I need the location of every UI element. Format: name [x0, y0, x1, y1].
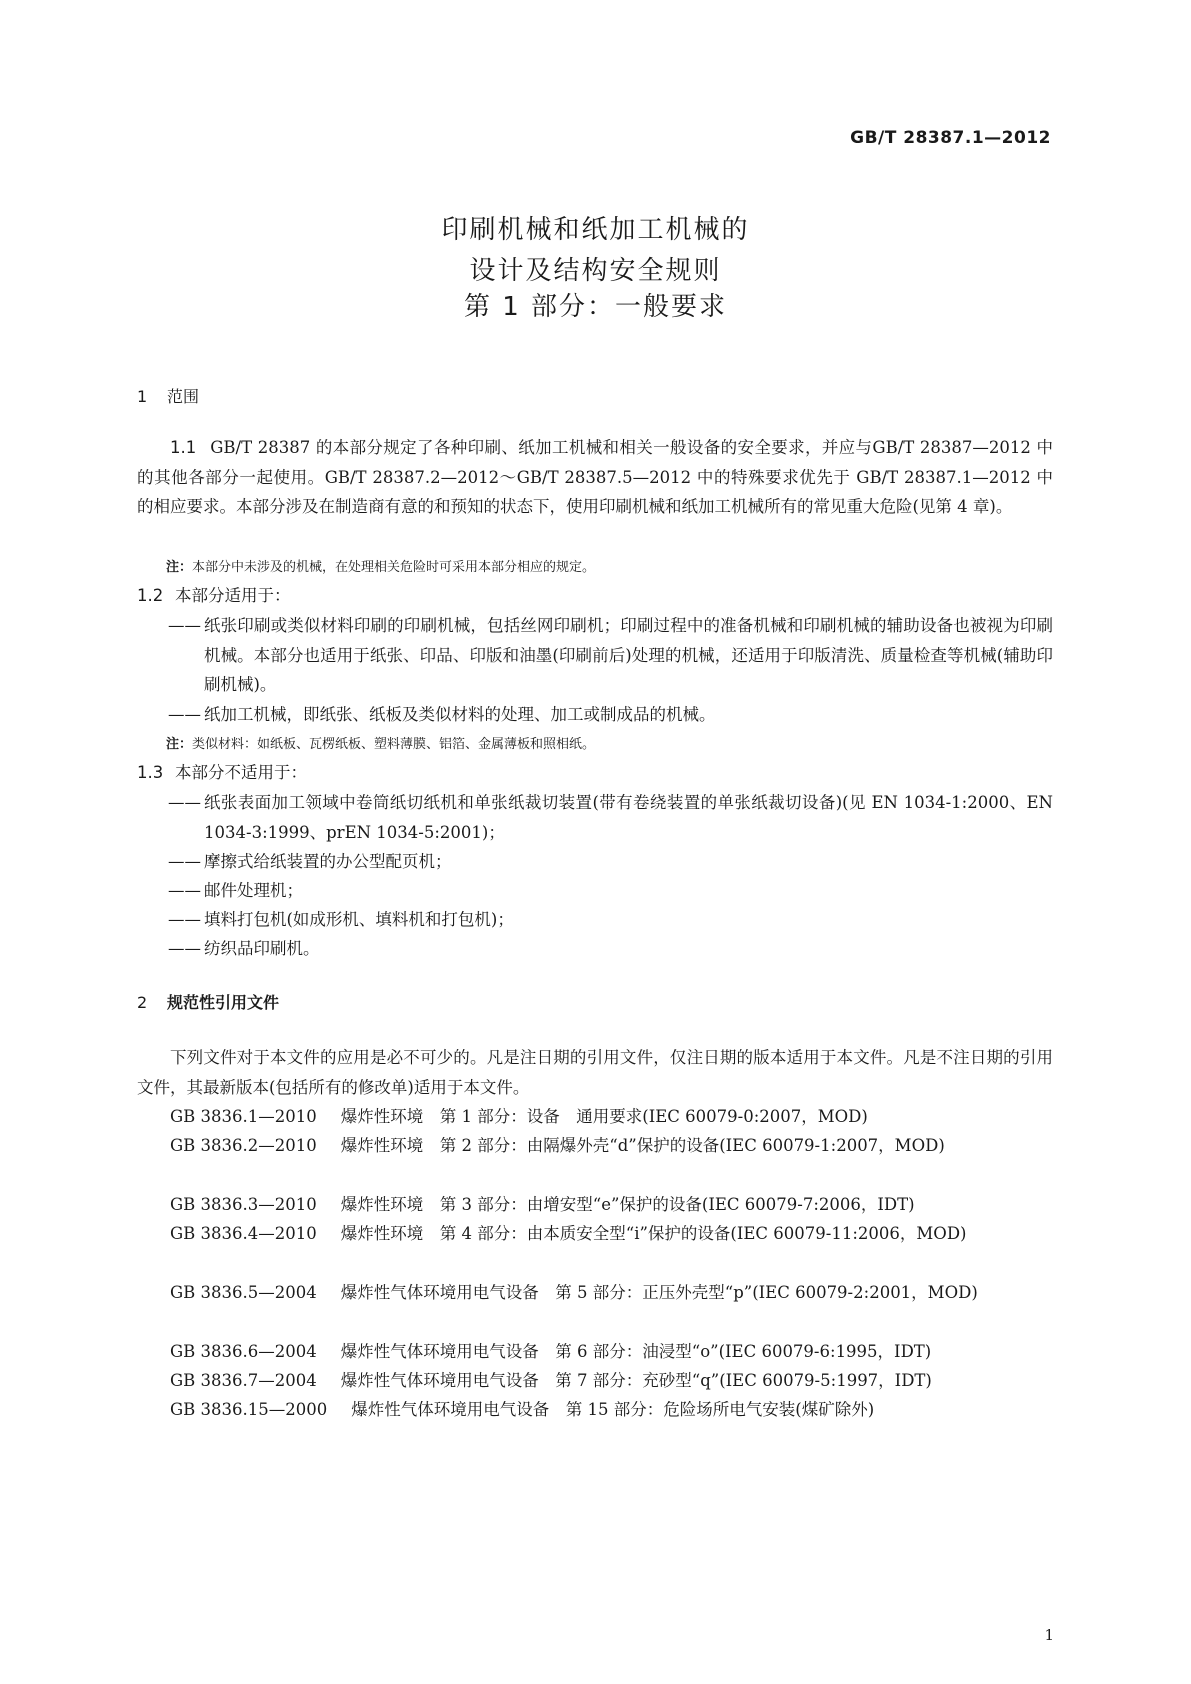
section-title: 范围	[167, 387, 200, 406]
list-item	[168, 788, 1053, 847]
section-2-heading	[137, 990, 279, 1013]
page-number: 1	[1044, 1626, 1054, 1644]
reference-code: GB 3836.2—2010	[170, 1136, 317, 1155]
dash-marker: ——	[168, 939, 201, 958]
reference-item	[137, 1395, 1053, 1425]
reference-item	[137, 1131, 1053, 1161]
list-item	[168, 876, 1053, 906]
clause-text: 本部分适用于：	[175, 586, 291, 605]
reference-title: 爆炸性环境 第 4 部分：由本质安全型“i”保护的设备(IEC 60079-11:2006，MOD)	[340, 1224, 967, 1243]
clause-number: 1.3	[137, 763, 164, 782]
list-item	[168, 700, 1053, 730]
reference-item	[137, 1190, 1053, 1220]
reference-code: GB 3836.4—2010	[170, 1224, 317, 1243]
list-item	[168, 934, 1053, 964]
list-item-text: 摩擦式给纸装置的办公型配页机；	[204, 852, 452, 871]
list-item	[168, 905, 1053, 935]
clause-text: GB/T 28387 的本部分规定了各种印刷、纸加工机械和相关一般设备的安全要求，并应与GB/T 28387—2012 中的其他各部分一起使用。GB/T 28387.2—2012～GB/T 28387.5—2012 中的特殊要求优先于 GB/T 28387.1—2012 中的相应要求。本部分涉及在制造商有意的和预知的状态下，使用印刷机械和纸加工机械所有的常见重大危险(见第 4 章)。	[137, 438, 1053, 516]
reference-item	[137, 1102, 1053, 1132]
dash-marker: ——	[168, 852, 201, 871]
title-line-1: 印刷机械和纸加工机械的	[441, 215, 750, 245]
intro-text: 下列文件对于本文件的应用是必不可少的。凡是注日期的引用文件，仅注日期的版本适用于本文件。凡是不注日期的引用文件，其最新版本(包括所有的修改单)适用于本文件。	[137, 1048, 1053, 1097]
reference-code: GB 3836.15—2000	[170, 1400, 328, 1419]
list-item-text: 纸张表面加工领域中卷筒纸切纸机和单张纸裁切装置(带有卷绕装置的单张纸裁切设备)(见 EN 1034-1:2000、EN 1034-3:1999、prEN 1034-5:2001)；	[204, 793, 1053, 842]
list-item-text: 邮件处理机；	[204, 881, 303, 900]
clause-1-2	[137, 582, 291, 606]
reference-code: GB 3836.6—2004	[170, 1342, 317, 1361]
reference-item	[137, 1337, 1053, 1367]
note-text: 本部分中未涉及的机械，在处理相关危险时可采用本部分相应的规定。	[192, 560, 596, 575]
reference-item	[137, 1219, 1053, 1249]
title-line-3: 第 1 部分：一般要求	[463, 292, 728, 322]
reference-item	[137, 1278, 1053, 1308]
reference-code: GB 3836.7—2004	[170, 1371, 317, 1390]
reference-title: 爆炸性环境 第 1 部分：设备 通用要求(IEC 60079-0:2007，MOD)	[340, 1107, 868, 1126]
standard-number: GB/T 28387.1—2012	[850, 128, 1051, 148]
note-label: 注：	[166, 560, 193, 575]
reference-title: 爆炸性气体环境用电气设备 第 6 部分：油浸型“o”(IEC 60079-6:1995，IDT)	[340, 1342, 932, 1361]
clause-number: 1.1	[170, 438, 197, 457]
note-text: 类似材料：如纸板、瓦楞纸板、塑料薄膜、铝箔、金属薄板和照相纸。	[192, 737, 596, 752]
list-item-text: 纸加工机械，即纸张、纸板及类似材料的处理、加工或制成品的机械。	[204, 705, 716, 724]
dash-marker: ——	[168, 910, 201, 929]
normative-intro	[137, 1043, 1053, 1102]
reference-code: GB 3836.5—2004	[170, 1283, 317, 1302]
reference-title: 爆炸性气体环境用电气设备 第 15 部分：危险场所电气安装(煤矿除外)	[351, 1400, 875, 1419]
list-item-text: 纸张印刷或类似材料印刷的印刷机械，包括丝网印刷机；印刷过程中的准备机械和印刷机械的辅助设备也被视为印刷机械。本部分也适用于纸张、印品、印版和油墨(印刷前后)处理的机械，还适用于印版清洗、质量检查等机械(辅助印刷机械)。	[204, 616, 1053, 694]
reference-item	[137, 1366, 1053, 1396]
note-2	[166, 733, 595, 752]
dash-marker: ——	[168, 616, 201, 635]
dash-marker: ——	[168, 793, 201, 812]
dash-marker: ——	[168, 881, 201, 900]
list-item	[168, 611, 1053, 700]
reference-code: GB 3836.1—2010	[170, 1107, 317, 1126]
list-item	[168, 847, 1053, 877]
reference-title: 爆炸性气体环境用电气设备 第 7 部分：充砂型“q”(IEC 60079-5:1997，IDT)	[340, 1371, 932, 1390]
clause-text: 本部分不适用于：	[175, 763, 307, 782]
clause-number: 1.2	[137, 586, 164, 605]
section-number: 2	[137, 993, 148, 1012]
list-item-text: 纺织品印刷机。	[204, 939, 320, 958]
section-title: 规范性引用文件	[167, 993, 280, 1012]
dash-marker: ——	[168, 705, 201, 724]
list-item-text: 填料打包机(如成形机、填料机和打包机)；	[204, 910, 514, 929]
section-number: 1	[137, 387, 148, 406]
note-1	[166, 556, 595, 575]
reference-code: GB 3836.3—2010	[170, 1195, 317, 1214]
clause-1-1	[137, 433, 1053, 522]
reference-title: 爆炸性气体环境用电气设备 第 5 部分：正压外壳型“p”(IEC 60079-2:2001，MOD)	[340, 1283, 978, 1302]
section-1-heading	[137, 384, 199, 407]
note-label: 注：	[166, 737, 193, 752]
clause-1-3	[137, 759, 307, 783]
title-line-2: 设计及结构安全规则	[469, 256, 722, 286]
reference-title: 爆炸性环境 第 3 部分：由增安型“e”保护的设备(IEC 60079-7:2006，IDT)	[340, 1195, 915, 1214]
reference-title: 爆炸性环境 第 2 部分：由隔爆外壳“d”保护的设备(IEC 60079-1:2007，MOD)	[340, 1136, 945, 1155]
